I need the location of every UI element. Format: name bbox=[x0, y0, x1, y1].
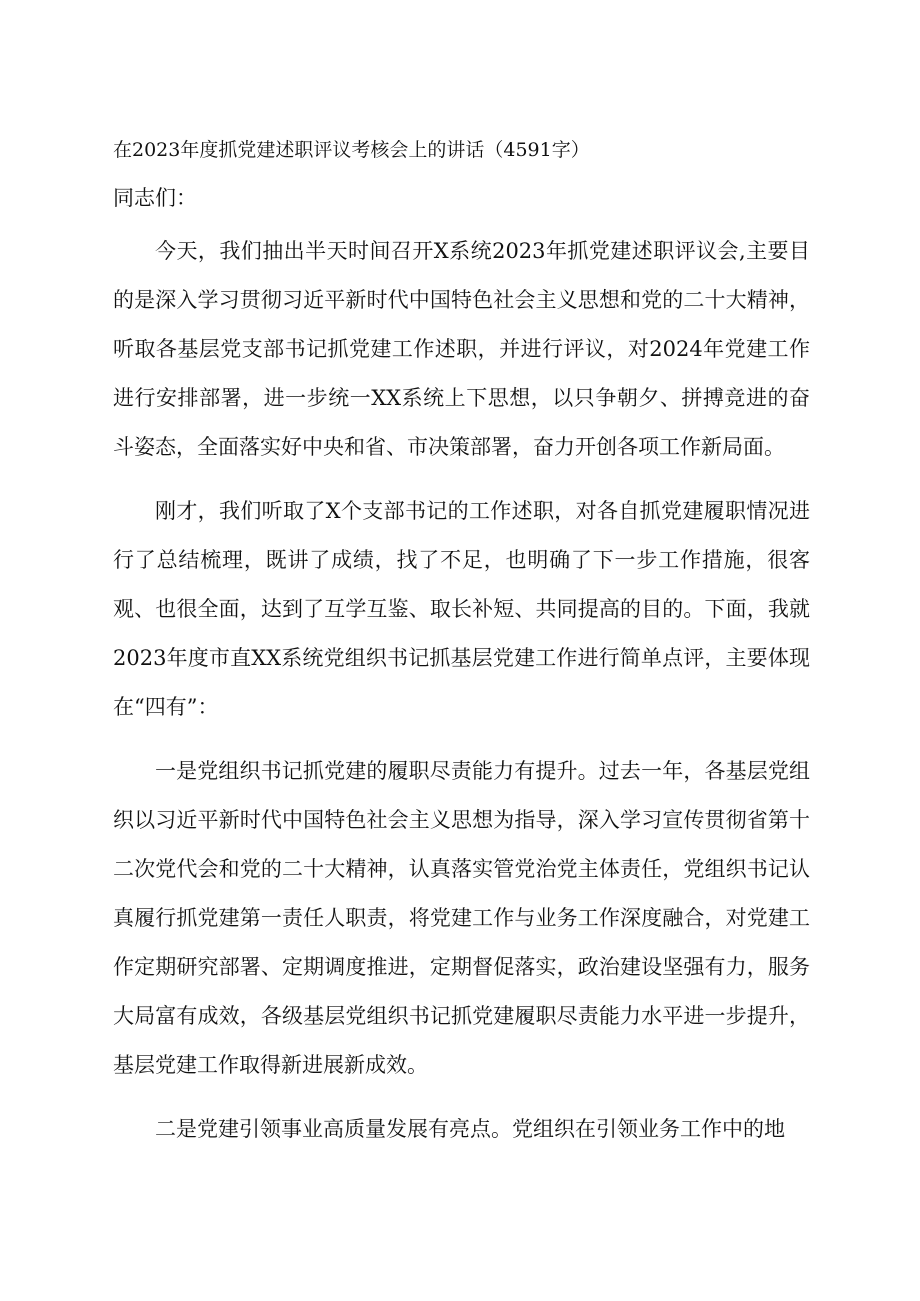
salutation: 同志们： bbox=[113, 186, 197, 210]
document-page bbox=[113, 135, 810, 1154]
paragraph-point-one: 一是党组织书记抓党建的履职尽责能力有提升。过去一年，各基层党组织以习近平新时代中国特色社会主义思想为指导，深入学习宣传贯彻省第十二次党代会和党的二十大精神，认真落实管党治党主体责任，党组织书记认真履行抓党建第一责任人职责，将党建工作与业务工作深度融合，对党建工作定期研究部署、定期调度推进，定期督促落实，政治建设坚强有力，服务大局富有成效，各级基层党组织书记抓党建履职尽责能力水平进一步提升，基层党建工作取得新进展新成效。 bbox=[113, 759, 810, 1077]
paragraph-opening: 今天，我们抽出半天时间召开X系统2023年抓党建述职评议会,主要目的是深入学习贯彻习近平新时代中国特色社会主义思想和党的二十大精神，听取各基层党支部书记抓党建工作述职，并进行评议，对2024年党建工作进行安排部署，进一步统一XX系统上下思想，以只争朝夕、拼搏竞进的奋斗姿态，全面落实好中央和省、市决策部署，奋力开创各项工作新局面。 bbox=[113, 239, 810, 459]
paragraph-point-two: 二是党建引领事业高质量发展有亮点。党组织在引领业务工作中的地 bbox=[155, 1117, 785, 1141]
document-title: 在2023年度抓党建述职评议考核会上的讲话（4591字） bbox=[113, 139, 590, 161]
paragraph-review: 刚才，我们听取了X个支部书记的工作述职，对各自抓党建履职情况进行了总结梳理，既讲了成绩，找了不足，也明确了下一步工作措施，很客观、也很全面，达到了互学互鉴、取长补短、共同提高的目的。下面，我就2023年度市直XX系统党组织书记抓基层党建工作进行简单点评，主要体现在“四有”： bbox=[113, 499, 810, 719]
